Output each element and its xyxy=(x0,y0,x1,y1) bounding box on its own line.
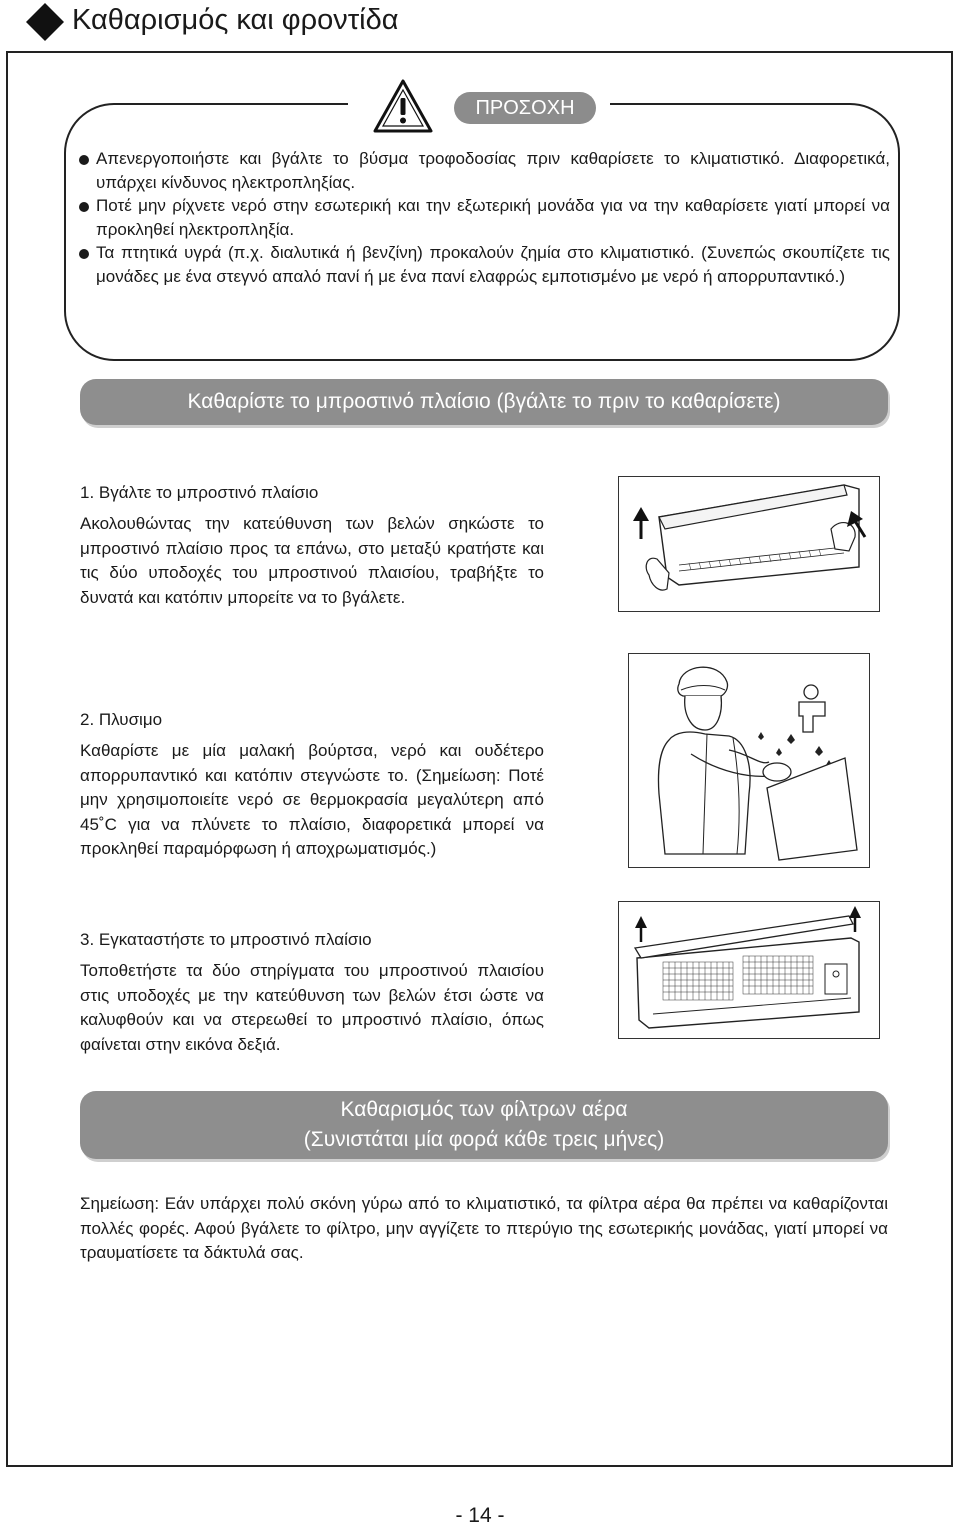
bullet-icon xyxy=(79,202,89,212)
step-3-title: 3. Εγκαταστήστε το μπροστινό πλαίσιο xyxy=(80,930,372,949)
filter-section-heading xyxy=(80,1091,888,1159)
caution-item: Τα πτητικά υγρά (π.χ. διαλυτικά ή βενζίνη) προκαλούν ζημία στο κλιματιστικό. (Συνεπώς σκουπίζετε τις μονάδες με ένα στεγνό απαλό πανί ή με ένα πανί ελαφρώς εμποτισμένο με νερό ή απορρυπαντικό.) xyxy=(78,241,890,288)
filter-heading-line-1: Καθαρισμός των φίλτρων αέρα xyxy=(340,1098,628,1121)
step-1-title: 1. Βγάλτε το μπροστινό πλαίσιο xyxy=(80,483,319,502)
bullet-icon xyxy=(79,249,89,259)
caution-item: Ποτέ μην ρίχνετε νερό στην εσωτερική και την εξωτερική μονάδα για να την καθαρίσετε γιατί μπορεί να προκληθεί ηλεκτροπληξία. xyxy=(78,194,890,241)
step-1-body: Ακολουθώντας την κατεύθυνση των βελών σηκώστε το μπροστινό πλαίσιο προς τα επάνω, στο μεταξύ κρατήστε και τις δύο υποδοχές του μπροστινού πλαισίου, τραβήξτε το δυνατά και κατόπιν μπορείτε να το βγάλετε. xyxy=(80,514,544,607)
filter-heading-line-2: (Συνιστάται μία φορά κάθε τρεις μήνες) xyxy=(303,1128,665,1151)
install-panel-illustration xyxy=(618,901,880,1039)
caution-label: ΠΡΟΣΟΧΗ xyxy=(454,92,596,124)
diamond-icon xyxy=(25,2,65,42)
page-number: - 14 - xyxy=(455,1504,505,1527)
step-3-body: Τοποθετήστε τα δύο στηρίγματα του μπροστινού πλαισίου στις υποδοχές με την κατεύθυνση των βελών έτσι ώστε να καλυφθούν και να στερεωθεί το μπροστινό πλαίσιο, όπως φαίνεται στην εικόνα δεξιά. xyxy=(80,961,544,1054)
bullet-icon xyxy=(79,155,89,165)
caution-list xyxy=(78,147,890,288)
warning-triangle-icon xyxy=(372,78,434,134)
step-2-title: 2. Πλυσιμο xyxy=(80,710,163,729)
washing-illustration xyxy=(628,653,870,868)
filter-note: Σημείωση: Εάν υπάρχει πολύ σκόνη γύρω από το κλιματιστικό, τα φίλτρα αέρα θα πρέπει να καθαρίζονται πολλές φορές. Αφού βγάλετε το φίλτρο, μην αγγίζετε το πτερύγιο της εσωτερικής μονάδας, γιατί μπορεί να τραυματίσετε τα δάκτυλά σας. xyxy=(80,1194,888,1262)
remove-panel-illustration xyxy=(618,476,880,612)
step-2-body: Καθαρίστε με μία μαλακή βούρτσα, νερό και ουδέτερο απορρυπαντικό και κατόπιν στεγνώστε το. (Σημείωση: Ποτέ μην χρησιμοποιείτε νερό σε θερμοκρασία μεγαλύτερη από 45˚C για να πλύνετε το πλαίσιο, διαφορετικά μπορεί να προκληθεί παραμόρφωση ή αποχρωματισμός.) xyxy=(80,741,544,858)
page-title: Καθαρισμός και φροντίδα xyxy=(72,4,399,36)
caution-item: Απενεργοποιήστε και βγάλτε το βύσμα τροφοδοσίας πριν καθαρίσετε το κλιματιστικό. Διαφορετικά, υπάρχει κίνδυνος ηλεκτροπληξίας. xyxy=(78,147,890,194)
front-panel-section-heading: Καθαρίστε το μπροστινό πλαίσιο (βγάλτε το πριν το καθαρίσετε) xyxy=(80,379,888,425)
